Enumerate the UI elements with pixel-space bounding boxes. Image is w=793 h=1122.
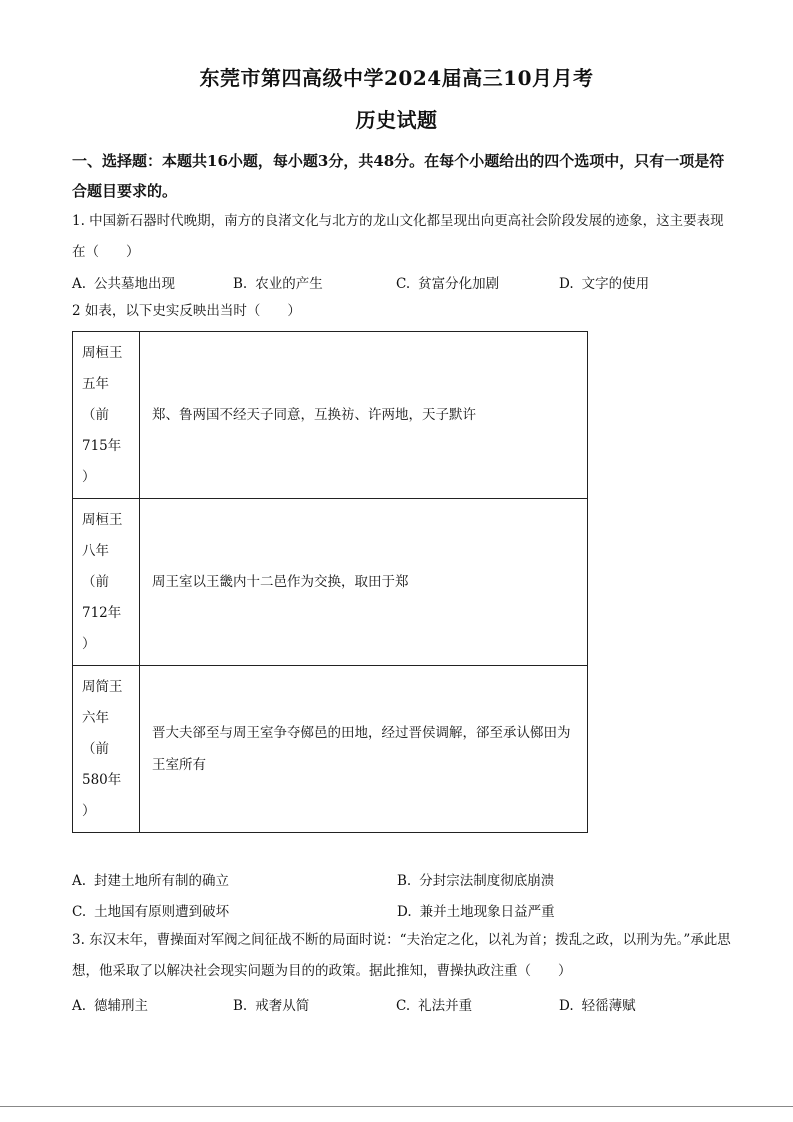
table-event-cell: 晋大夫郤至与周王室争夺鄇邑的田地，经过晋侯调解，郤至承认鄇田为王室所有 [140,666,588,833]
question-2-options-row-2 [72,900,732,922]
table-year-cell: 周简王 六年 （前 580年 ） [73,666,140,833]
table-event-cell: 周王室以王畿内十二邑作为交换，取田于郑 [140,499,588,666]
question-1-stem: 1. 中国新石器时代晚期，南方的良渚文化与北方的龙山文化都呈现出向更高社会阶段发展的迹象，这主要表现在（ ） [72,213,724,260]
table-event-cell: 郑、鲁两国不经天子同意，互换祊、许两地，天子默许 [140,332,588,499]
q3-option-c: C. 礼法并重 [396,998,473,1014]
q2-option-c: C. 土地国有原则遭到破坏 [72,904,230,920]
q3-option-d: D. 轻徭薄赋 [559,998,636,1014]
table-row [73,666,588,833]
exam-title: 东莞市第四高级中学2024届高三10月月考 [199,66,594,90]
history-table [72,331,588,833]
question-3-stem: 3. 东汉末年，曹操面对军阀之间征战不断的局面时说：“夫治定之化，以礼为首；拨乱之政，以刑为先。”承此思想，他采取了以解决社会现实问题为目的的政策。据此推知，曹操执政注重（ ） [72,932,731,979]
exam-subtitle: 历史试题 [355,108,438,132]
section-heading: 一、选择题：本题共16小题，每小题3分，共48分。在每个小题给出的四个选项中，只有一项是符合题目要求的。 [72,152,725,200]
q3-option-b: B. 戒奢从简 [233,998,310,1014]
q2-option-a: A. 封建土地所有制的确立 [72,873,230,889]
q1-option-c: C. 贫富分化加剧 [396,276,500,292]
q1-option-b: B. 农业的产生 [233,276,323,292]
question-1-options [72,272,732,294]
table-year-cell: 周桓王 五年 （前 715年 ） [73,332,140,499]
table-row [73,499,588,666]
question-3-options [72,994,732,1016]
q1-option-d: D. 文字的使用 [559,276,650,292]
table-row [73,332,588,499]
question-2-stem: 2 如表，以下史实反映出当时（ ） [72,303,301,319]
q3-option-a: A. 德辅刑主 [72,998,149,1014]
q2-option-d: D. 兼并土地现象日益严重 [397,904,555,920]
page-bottom-rule [0,1106,793,1107]
q1-option-a: A. 公共墓地出现 [72,276,176,292]
table-year-cell: 周桓王 八年 （前 712年 ） [73,499,140,666]
q2-option-b: B. 分封宗法制度彻底崩溃 [397,873,555,889]
question-2-options-row-1 [72,869,732,891]
